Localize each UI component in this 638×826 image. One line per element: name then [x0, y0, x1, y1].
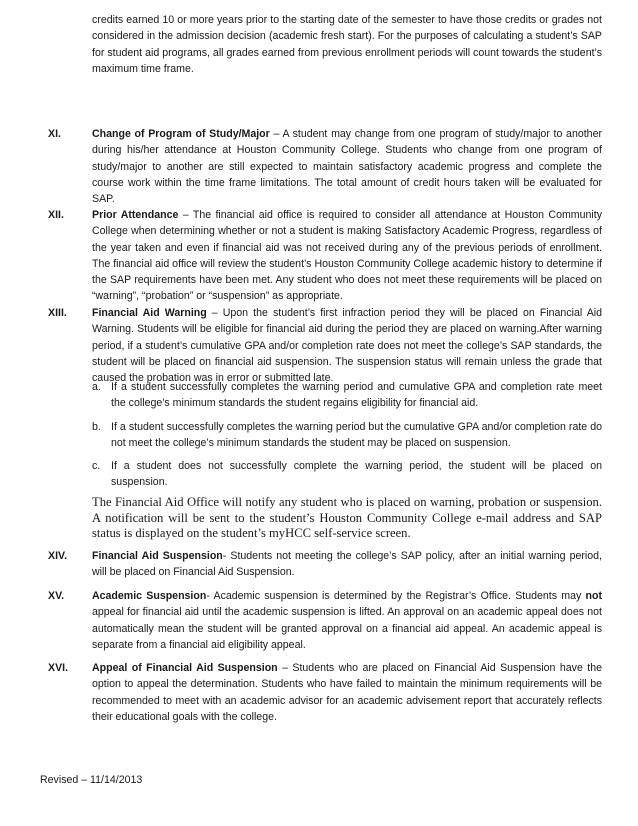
section-xv-text-before: - Academic suspension is determined by the Registrar’s Office. Students may	[206, 590, 586, 602]
section-xv-paragraph	[92, 588, 602, 653]
revision-footer: Revised – 11/14/2013	[40, 774, 143, 786]
list-item	[92, 419, 602, 452]
notification-notice: The Financial Aid Office will notify any student who is placed on warning, probation or suspension. A notification will be sent to the student’s Houston Community College e-mail address and SAP status is displayed on the student’s myHCC self-service screen.	[92, 495, 602, 540]
section-xiv-paragraph	[92, 548, 602, 581]
section-xi-text: – A student may change from one program of study/major to another during his/her attendance at Houston Community College. Students who change from one program of study/major to another are still expected to maintain satisfactory academic progress and complete the course work within the time frame limitations. The total amount of credit hours taken will be evaluated for SAP.	[92, 128, 602, 206]
list-item-text: If a student does not successfully complete the warning period, the student will be placed on suspension.	[111, 460, 602, 489]
section-number-xi: XI.	[48, 128, 61, 140]
section-number-xii: XII.	[48, 209, 64, 221]
section-xii-paragraph	[92, 207, 602, 305]
section-xiii-text: – Upon the student’s first infraction period they will be placed on Financial Aid Warning. Students will be eligible for financial aid during the period they are placed on warning.After warning period, if a student’s cumulative GPA and/or completion rate does not meet the college’s SAP standards, the student will be placed on financial aid suspension. The suspension status will remain unless the grade that caused the probation was in error or submitted late.	[92, 307, 603, 385]
continuation-paragraph: credits earned 10 or more years prior to the starting date of the semester to have those credits or grades not considered in the admission decision (academic fresh start). For the purposes of calculating a student’s SAP for student aid programs, all grades earned from previous enrollment periods will count towards the student’s maximum time frame.	[92, 14, 602, 75]
list-item-letter: a.	[92, 381, 101, 393]
list-item-letter: c.	[92, 460, 101, 472]
section-xii-heading: Prior Attendance	[92, 209, 179, 221]
section-number-xiii: XIII.	[48, 307, 67, 319]
section-xiii-paragraph	[92, 305, 602, 386]
list-item-text: If a student successfully completes the warning period but the cumulative GPA and/or completion rate do not meet the college’s minimum standards the student may be placed on suspension.	[111, 421, 602, 450]
section-xiv-heading: Financial Aid Suspension	[92, 550, 223, 562]
section-xv-text-after: appeal for financial aid until the academic suspension is lifted. An approval on an academic appeal does not automatically mean the student will be granted approval on a financial aid appeal. An academic appeal is separate from a financial aid eligibility appeal.	[92, 606, 602, 651]
section-xi-paragraph	[92, 126, 602, 207]
section-number-xiv: XIV.	[48, 550, 68, 562]
section-xii-text: – The financial aid office is required to consider all attendance at Houston Community College when determining whether or not a student is making Satisfactory Academic Progress, regardless of the year taken and even if financial aid was not received during any of the previous periods of enrollment. The financial aid office will review the student’s Houston Community College academic history to determine if the SAP requirements have been met. Any student who does not meet these requirements will be placed on “warning”, “probation” or “suspension” as appropriate.	[92, 209, 603, 303]
list-item-letter: b.	[92, 421, 101, 433]
section-xvi-paragraph	[92, 660, 602, 725]
section-xi-heading: Change of Program of Study/Major	[92, 128, 270, 140]
list-item	[92, 379, 602, 412]
section-xv-emphasis: not	[585, 590, 602, 602]
list-item-text: If a student successfully completes the warning period and cumulative GPA and completion rate meet the college’s minimum standards the student regains eligibility for financial aid.	[111, 381, 602, 410]
list-item	[92, 458, 602, 491]
section-xiv-text: - Students not meeting the college’s SAP policy, after an initial warning period, will be placed on Financial Aid Suspension.	[92, 550, 602, 579]
section-xvi-text: – Students who are placed on Financial Aid Suspension have the option to appeal the determination. Students who have failed to maintain the minimum requirements will be recommended to meet with an academic advisor for an academic advisement report that accurately reflects their educational goals with the college.	[92, 662, 602, 723]
section-number-xv: XV.	[48, 590, 65, 602]
section-xv-heading: Academic Suspension	[92, 590, 207, 602]
section-xvi-heading: Appeal of Financial Aid Suspension	[92, 662, 278, 674]
section-number-xvi: XVI.	[48, 662, 69, 674]
section-xiii-heading: Financial Aid Warning	[92, 307, 207, 319]
